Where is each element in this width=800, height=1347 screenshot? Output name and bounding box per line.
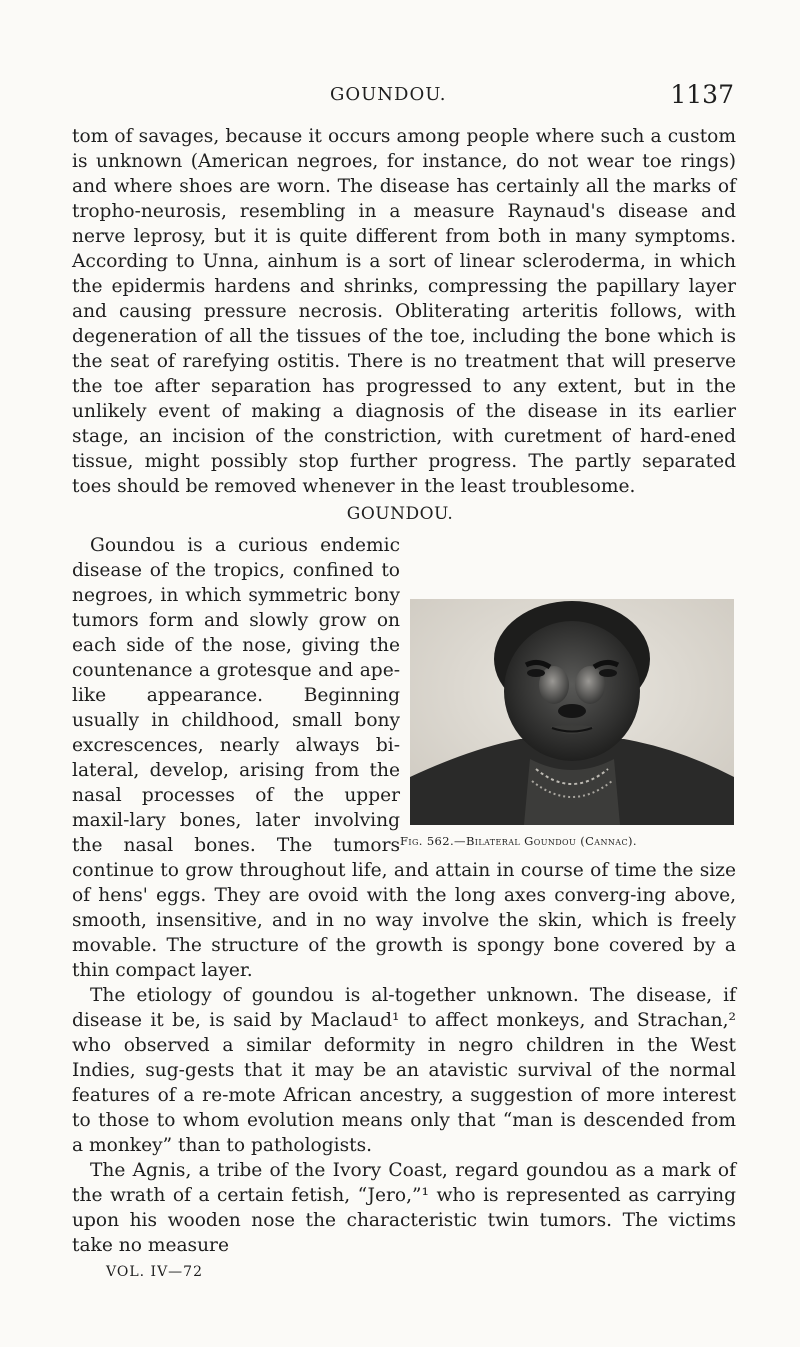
section-paragraph-2: The etiology of goundou is al-together unknown. The disease, if disease it be, is said by Maclaud¹ to affect monkeys, and Strachan,² who observed a similar deformity in negro children in the West Indies, sug-gests that it may be an atavistic survival of the normal features of a re-mote African ancestry, a suggestion of more interest to those to whom evolution means only that “man is descended from a monkey” than to pathologists.	[72, 985, 736, 1156]
intro-paragraph: tom of savages, because it occurs among people where such a custom is unknown (American negroes, for instance, do not wear toe rings) and where shoes are worn. The disease has certainly all the marks of tropho-neurosis, resembling in a measure Raynaud's disease and nerve leprosy, but it is quite different from both in many symptoms. According to Unna, ainhum is a sort of linear scleroderma, in which the epidermis hardens and shrinks, compressing the papillary layer and causing pressure necrosis. Obliterating arteritis follows, with degeneration of all the tissues of the toe, including the bone which is the seat of rarefying ostitis. There is no treatment that will preserve the toe after separation has progressed to any extent, but in the unlikely event of making a diagnosis of the disease in its earlier stage, an incision of the constriction, with curetment of hard-ened tissue, might possibly stop further progress. The partly separated toes should be removed whenever in the least troublesome.	[72, 126, 736, 497]
page-number: 1137	[670, 80, 734, 109]
section-paragraph-1: Goundou is a curious endemic disease of the tropics, confined to negroes, in which symmetric bony tumors form and slowly grow on each side of the nose, giving the countenance a grotesque and ape-like appearance. Beginning usually in childhood, small bony excrescences, nearly always bi-lateral, develop, arising from the nasal processes of the upper maxil-lary bones, later involving the nasal bones. The tumors continue to grow throughout life, and attain in course of time the size of hens' eggs. They are ovoid with the long axes converg-ing above, smooth, insensitive, and in no way involve the skin, which is freely movable. The structure of the growth is spongy bone covered by a thin compact layer.	[72, 535, 736, 981]
section-title: GOUNDOU.	[346, 504, 454, 524]
figure-caption: Fig. 562.—Bilateral Goundou (Cannac).	[400, 834, 637, 848]
section-paragraph-3: The Agnis, a tribe of the Ivory Coast, regard goundou as a mark of the wrath of a certain fetish, “Jero,”¹ who is represented as carrying upon his wooden nose the characteristic twin tumors. The victims take no measure	[72, 1160, 736, 1256]
figure-562	[400, 599, 744, 849]
running-title: GOUNDOU.	[330, 84, 447, 105]
intro-text	[72, 124, 736, 499]
goundou-photograph	[410, 599, 734, 825]
signature-mark: VOL. IV—72	[106, 1264, 203, 1280]
goundou-section-body	[72, 533, 736, 1258]
running-head	[0, 80, 800, 120]
